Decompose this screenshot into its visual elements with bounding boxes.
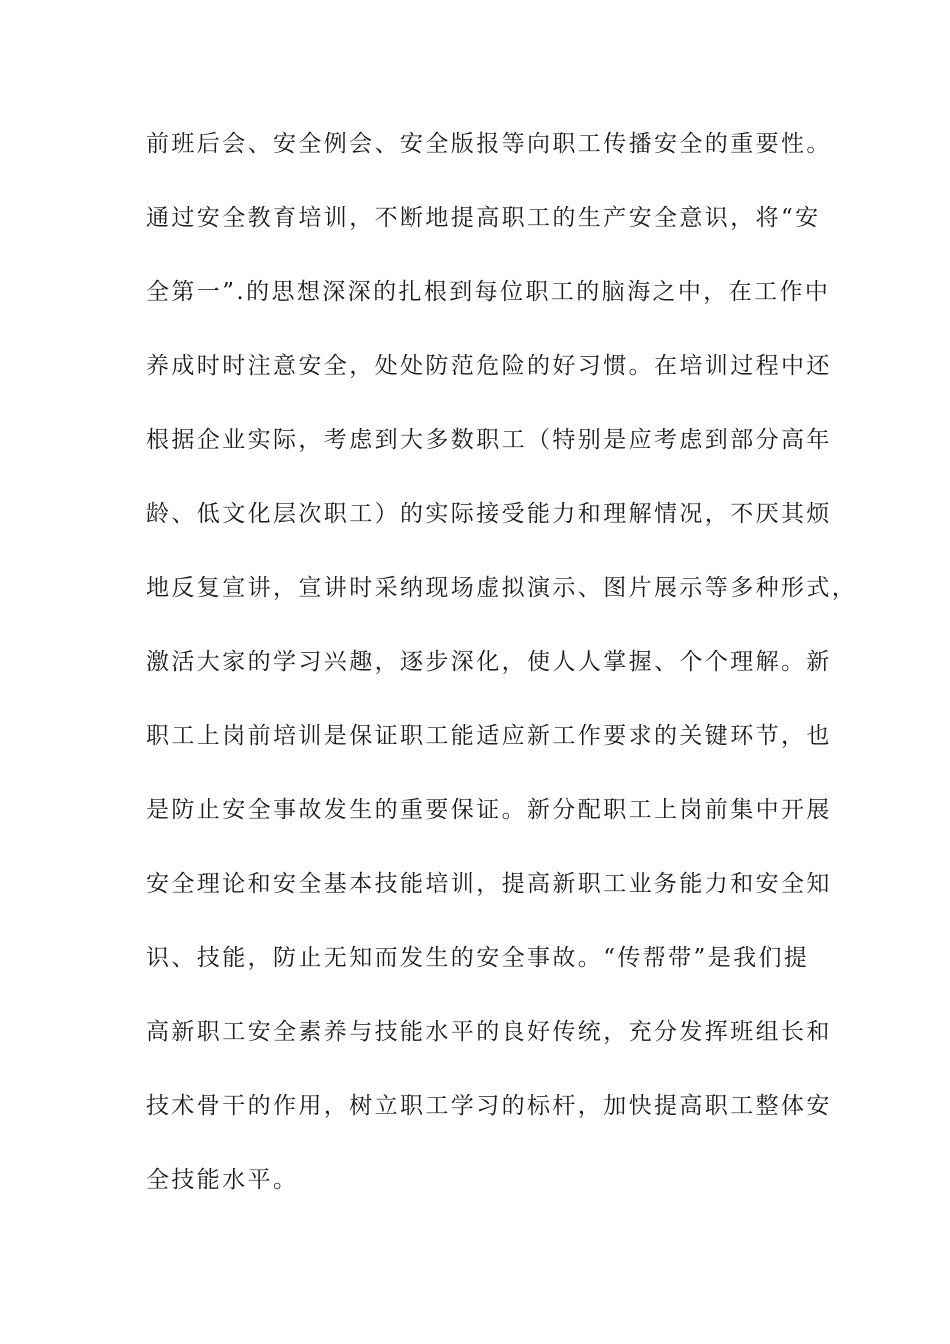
text-line: 龄、低文化层次职工）的实际接受能力和理解情况，不厌其烦 — [146, 501, 832, 527]
text-line: 通过安全教育培训，不断地提高职工的生产安全意识，将“安 — [146, 205, 821, 231]
text-line: 前班后会、安全例会、安全版报等向职工传播安全的重要性。 — [146, 131, 832, 157]
text-line: 根据企业实际，考虑到大多数职工（特别是应考虑到部分高年 — [146, 427, 832, 453]
text-line: 全第一”.的思想深深的扎根到每位职工的脑海之中，在工作中 — [146, 279, 831, 305]
text-line: 高新职工安全素养与技能水平的良好传统，充分发挥班组长和 — [146, 1019, 832, 1045]
text-line: 安全理论和安全基本技能培训，提高新职工业务能力和安全知 — [146, 871, 832, 897]
text-line: 技术骨干的作用，树立职工学习的标杆，加快提高职工整体安 — [146, 1093, 832, 1119]
text-line: 地反复宣讲，宣讲时采纳现场虚拟演示、图片展示等多种形式， — [146, 575, 858, 601]
text-line: 职工上岗前培训是保证职工能适应新工作要求的关键环节，也 — [146, 723, 832, 749]
text-line: 全技能水平。 — [146, 1167, 299, 1193]
text-line: 是防止安全事故发生的重要保证。新分配职工上岗前集中开展 — [146, 797, 832, 823]
text-line: 识、技能，防止无知而发生的安全事故。“传帮带”是我们提 — [146, 945, 810, 971]
text-line: 激活大家的学习兴趣，逐步深化，使人人掌握、个个理解。新 — [146, 649, 832, 675]
text-line: 养成时时注意安全，处处防范危险的好习惯。在培训过程中还 — [146, 353, 832, 379]
body-text — [146, 126, 858, 1236]
